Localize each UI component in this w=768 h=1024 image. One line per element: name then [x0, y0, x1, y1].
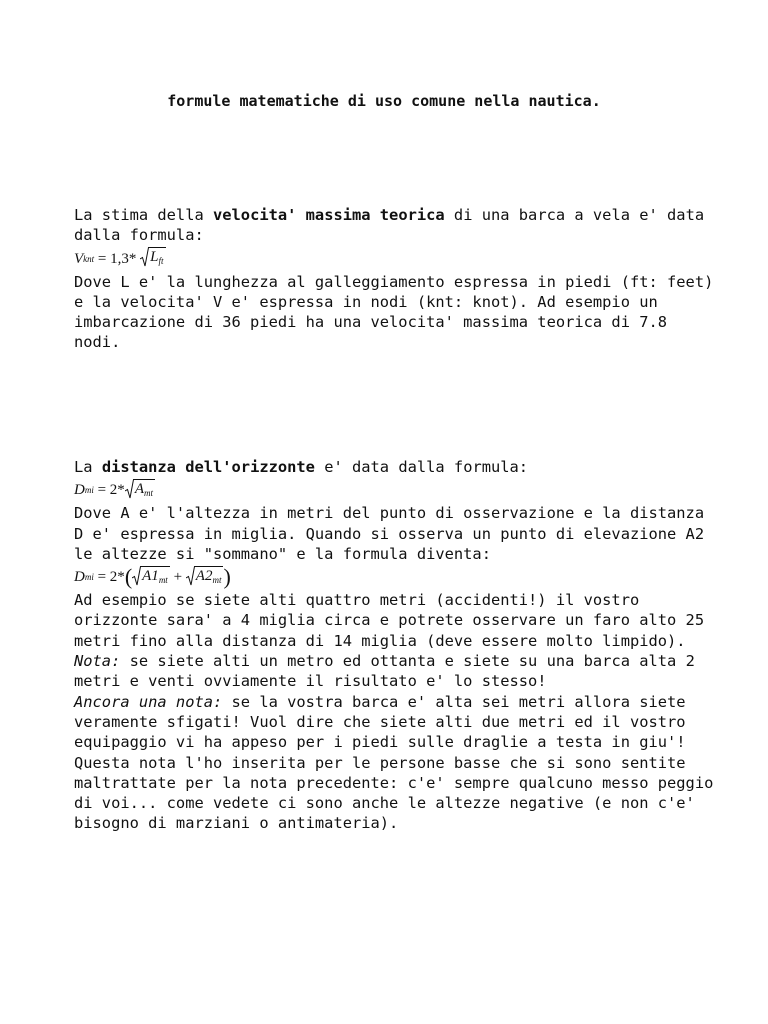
formula-subscript: mt [212, 574, 222, 585]
formula-var: V [74, 250, 84, 267]
max-speed-intro [74, 205, 714, 246]
square-root-sign-icon [132, 566, 141, 586]
square-root [132, 566, 170, 589]
horizon-intro-pre: La [74, 458, 102, 476]
horizon-intro-post: e' data dalla formula: [314, 458, 529, 476]
formula-var: A2 [195, 567, 213, 584]
section-max-speed [74, 205, 714, 353]
square-root-sign-icon [140, 247, 149, 267]
horizon-body-1: Dove A e' l'altezza in metri del punto di osservazione e la distanza D e' espressa in miglia. Quando si osserva un punto di elevazione A2 le altezze si "sommano" e la formula diventa: [74, 504, 705, 563]
horizon-note-2 [74, 692, 714, 834]
formula-subscript: mt [158, 574, 168, 585]
square-root-sign-icon [125, 479, 134, 499]
note-label: Nota: [74, 652, 121, 671]
radicand [149, 247, 165, 270]
formula-var: A1 [142, 567, 159, 584]
open-paren: ( [124, 564, 133, 590]
max-speed-body: Dove L e' la lunghezza al galleggiamento espressa in piedi (ft: feet) e la velocita' V e' espressa in nodi (knt: knot). Ad esempio un imbarcazione di 36 piedi ha una velocita' massima teorica di 7.8 nodi. [74, 272, 714, 352]
formula-plus: + [169, 569, 186, 586]
page-title: formule matematiche di uso comune nella nautica. [167, 92, 601, 110]
formula-subscript: mi [84, 572, 94, 583]
square-root [186, 566, 224, 589]
formula-subscript: mi [84, 485, 94, 496]
formula-var: L [150, 249, 159, 266]
horizon-formula-two-heights [74, 564, 714, 590]
note-label: Ancora una nota: [74, 692, 223, 711]
square-root [140, 247, 165, 270]
square-root [125, 479, 155, 502]
horizon-formula [74, 477, 714, 503]
horizon-intro [74, 457, 714, 477]
max-speed-intro-pre: La stima della [74, 206, 213, 224]
max-speed-intro-post: di una barca a vela e' data dalla formula: [74, 206, 705, 245]
horizon-intro-bold: distanza dell'orizzonte [101, 458, 315, 476]
radicand [141, 566, 170, 589]
formula-subscript: mt [143, 487, 153, 498]
note-text: se siete alti un metro ed ottanta e siete su una barca alta 2 metri e venti ovviamente il risultato e' lo stesso! [74, 652, 695, 691]
max-speed-formula [74, 246, 714, 272]
formula-var: D [74, 569, 85, 586]
section-horizon-distance [74, 457, 714, 834]
note-text: se la vostra barca e' alta sei metri allora siete veramente sfigati! Vuol dire che siete alti due metri ed il vostro equipaggio vi ha appeso per i piedi sulle draglie a testa in giu'! Questa nota l'ho inserita per le persone basse che si sono sentite maltrattate per la nota precedente: c'e' sempre qualcuno messo peggio di voi... come vedete ci sono anche le altezze negative (e non c'e' bisogno di marziani o antimateria). [74, 692, 714, 833]
square-root-sign-icon [186, 566, 195, 586]
formula-var: A [134, 480, 144, 497]
radicand [134, 479, 155, 502]
radicand [195, 566, 224, 589]
close-paren: ) [223, 564, 231, 590]
horizon-note-1 [74, 651, 714, 692]
max-speed-intro-bold: velocita' massima teorica [213, 206, 445, 224]
formula-equals: = 1,3* [94, 250, 141, 267]
formula-equals: = 2* [93, 569, 125, 586]
formula-subscript: knt [83, 253, 95, 264]
horizon-body-2: Ad esempio se siete alti quattro metri (accidenti!) il vostro orizzonte sara' a 4 miglia circa e potrete osservare un faro alto 25 metri fino alla distanza di 14 miglia (deve essere molto limpido). [74, 591, 705, 650]
formula-subscript: ft [158, 256, 164, 267]
formula-var: D [74, 482, 85, 499]
formula-equals: = 2* [93, 482, 125, 499]
